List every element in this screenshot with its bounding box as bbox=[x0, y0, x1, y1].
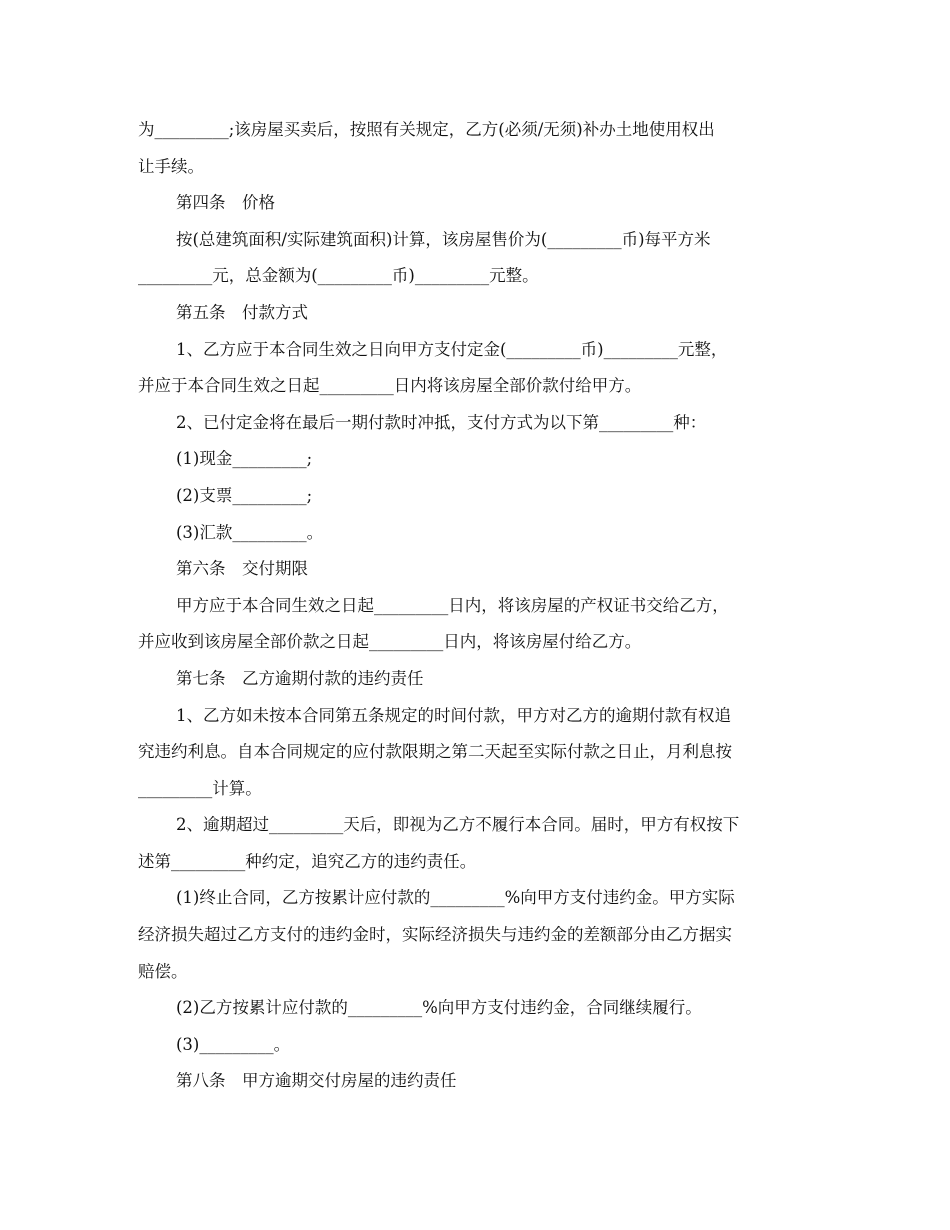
text-line: 甲方应于本合同生效之日起_________日内，将该房屋的产权证书交给乙方， bbox=[176, 595, 729, 615]
text-line: 赔偿。 bbox=[138, 961, 188, 981]
text-line: _________元，总金额为(_________币)_________元整。 bbox=[138, 266, 539, 286]
list-item: (2)支票_________; bbox=[176, 485, 313, 505]
contract-text bbox=[138, 112, 818, 1100]
article-heading: 第八条 甲方逾期交付房屋的违约责任 bbox=[176, 1071, 457, 1091]
text-line: 2、逾期超过_________天后，即视为乙方不履行本合同。届时，甲方有权按下 bbox=[176, 815, 740, 835]
article-heading: 第四条 价格 bbox=[176, 193, 275, 213]
list-item: (3)_________。 bbox=[176, 1034, 291, 1054]
list-item: (3)汇款_________。 bbox=[176, 522, 324, 542]
list-item: (1)终止合同，乙方按累计应付款的_________%向甲方支付违约金。甲方实际 bbox=[176, 888, 735, 908]
article-heading: 第六条 交付期限 bbox=[176, 559, 308, 579]
text-line: 2、已付定金将在最后一期付款时冲抵，支付方式为以下第_________种： bbox=[176, 412, 707, 432]
text-line: 并应收到该房屋全部价款之日起_________日内，将该房屋付给乙方。 bbox=[138, 632, 642, 652]
text-line: 究违约利息。自本合同规定的应付款限期之第二天起至实际付款之日止，月利息按 bbox=[138, 742, 732, 762]
text-line: 1、乙方应于本合同生效之日向甲方支付定金(_________币)_________元整， bbox=[176, 339, 728, 359]
text-line: 述第_________种约定，追究乙方的违约责任。 bbox=[138, 851, 477, 871]
text-line: 为_________;该房屋买卖后，按照有关规定，乙方(必须/无须)补办土地使用权出 bbox=[138, 120, 715, 139]
text-line: _________计算。 bbox=[138, 778, 262, 798]
list-item: (2)乙方按累计应付款的_________%向甲方支付违约金，合同继续履行。 bbox=[176, 998, 702, 1018]
text-line: 让手续。 bbox=[138, 156, 204, 176]
list-item: (1)现金_________; bbox=[176, 449, 313, 469]
article-heading: 第五条 付款方式 bbox=[176, 302, 308, 322]
text-line: 经济损失超过乙方支付的违约金时，实际经济损失与违约金的差额部分由乙方据实 bbox=[138, 925, 732, 945]
text-line: 按(总建筑面积/实际建筑面积)计算，该房屋售价为(_________币)每平方米 bbox=[176, 229, 711, 249]
text-line: 并应于本合同生效之日起_________日内将该房屋全部价款付给甲方。 bbox=[138, 376, 642, 396]
article-heading: 第七条 乙方逾期付款的违约责任 bbox=[176, 668, 424, 688]
text-line: 1、乙方如未按本合同第五条规定的时间付款，甲方对乙方的逾期付款有权追 bbox=[176, 705, 731, 725]
